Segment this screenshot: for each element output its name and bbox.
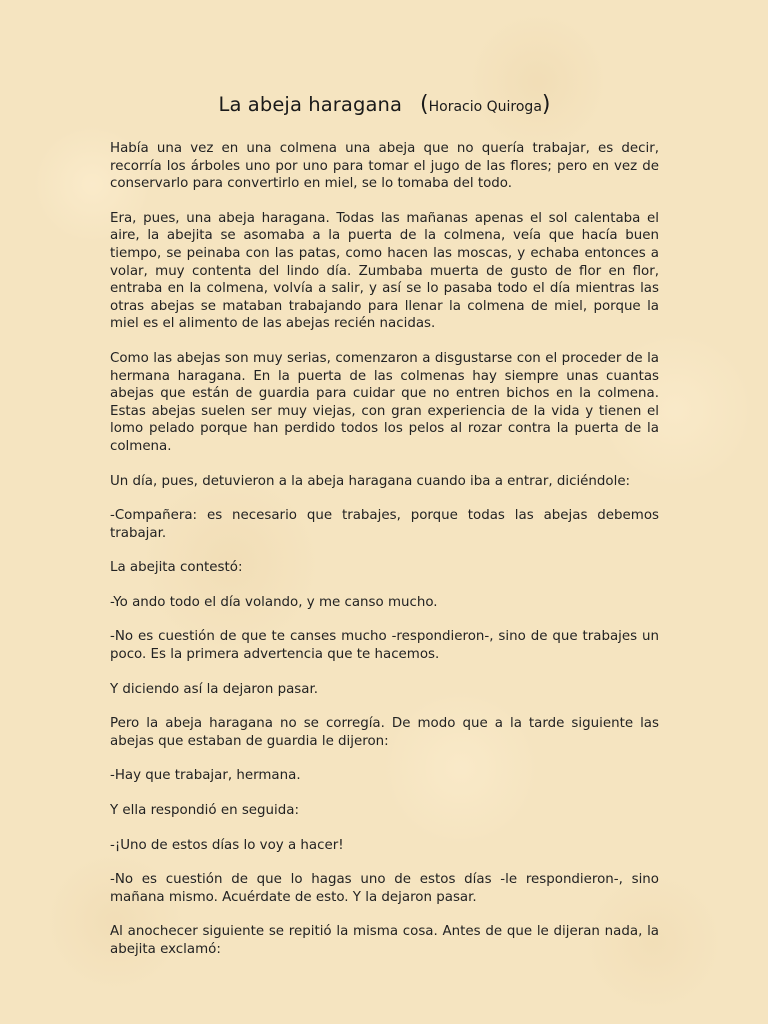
paragraph: -¡Uno de estos días lo voy a hacer! bbox=[110, 837, 344, 853]
paragraph: -Hay que trabajar, hermana. bbox=[110, 768, 301, 784]
paragraph: Al anochecer siguiente se repitió la misma cosa. Antes de que le dijeran nada, la abejita exclamó: bbox=[110, 924, 659, 957]
paragraph: Era, pues, una abeja haragana. Todas las mañanas apenas el sol calentaba el aire, la abejita se asomaba a la puerta de la colmena, veía que hacía buen tiempo, se peinaba con las patas, como hacen las moscas, y echaba entonces a volar, muy contenta del lindo día. Zumbaba muerta de gusto de flor en flor, entraba en la colmena, volvía a salir, y así se lo pasaba todo el día mientras las otras abejas se mataban trabajando para llenar la colmena de miel, porque la miel es el alimento de las abejas recién nacidas. bbox=[110, 210, 659, 332]
paragraph: Y diciendo así la dejaron pasar. bbox=[110, 681, 318, 697]
paragraph: Había una vez en una colmena una abeja que no quería trabajar, es decir, recorría los árboles uno por uno para tomar el jugo de las flores; pero en vez de conservarlo para convertirlo en miel, se lo tomaba del todo. bbox=[110, 141, 659, 192]
paragraph: Y ella respondió en seguida: bbox=[110, 803, 299, 819]
paragraph: -Yo ando todo el día volando, y me canso mucho. bbox=[110, 594, 438, 610]
paragraph: -Compañera: es necesario que trabajes, porque todas las abejas debemos trabajar. bbox=[110, 508, 659, 541]
title-line bbox=[110, 90, 659, 120]
paragraph: Pero la abeja haragana no se corregía. De modo que a la tarde siguiente las abejas que estaban de guardia le dijeron: bbox=[110, 716, 659, 749]
paragraph: Un día, pues, detuvieron a la abeja haragana cuando iba a entrar, diciéndole: bbox=[110, 473, 631, 489]
paragraph: Como las abejas son muy serias, comenzaron a disgustarse con el proceder de la hermana haragana. En la puerta de las colmenas hay siempre unas cuantas abejas que están de guardia para cuidar que no entren bichos en la colmena. Estas abejas suelen ser muy viejas, con gran experiencia de la vida y tienen el lomo pelado porque han perdido todos los pelos al rozar contra la puerta de la colmena. bbox=[110, 350, 659, 454]
author-name: Horacio Quiroga bbox=[428, 99, 542, 115]
paragraph: -No es cuestión de que lo hagas uno de estos días -le respondieron-, sino mañana mismo. Acuérdate de esto. Y la dejaron pasar. bbox=[110, 872, 659, 905]
paragraph: -No es cuestión de que te canses mucho -respondieron-, sino de que trabajes un poco. Es la primera advertencia que te hacemos. bbox=[110, 629, 659, 663]
paragraph: La abejita contestó: bbox=[110, 560, 243, 576]
author-open-paren: ( bbox=[420, 92, 429, 117]
author-close-paren: ) bbox=[541, 92, 551, 117]
story-title: La abeja haragana bbox=[218, 93, 403, 116]
